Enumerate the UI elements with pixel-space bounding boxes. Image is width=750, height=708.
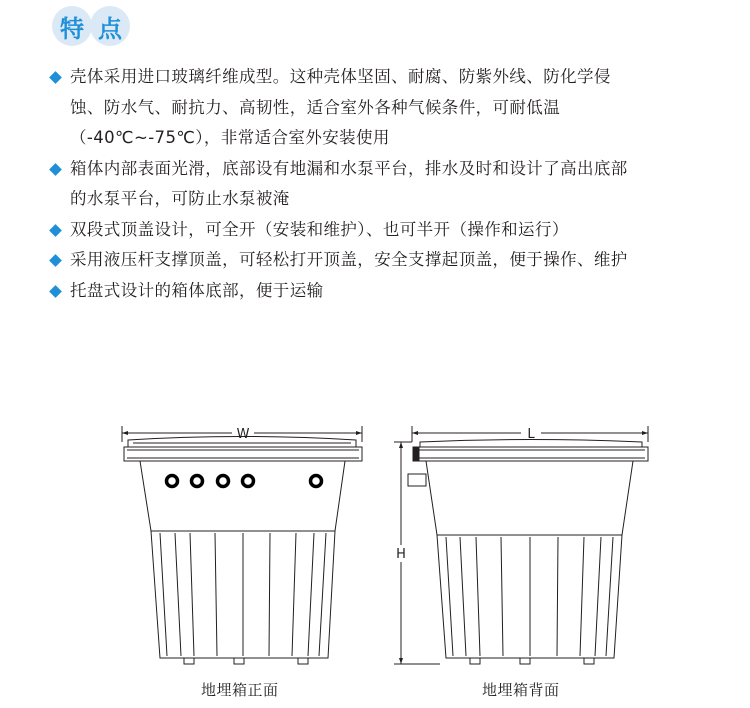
back-lid	[413, 440, 648, 462]
feature-list	[48, 62, 688, 306]
feature-text: 双段式顶盖设计，可全开（安装和维护）、也可半开（操作和运行）	[70, 219, 569, 239]
diamond-bullet-icon	[49, 163, 62, 176]
cable-hole-3	[218, 476, 229, 487]
front-view-drawing	[122, 426, 362, 664]
cable-holes	[167, 476, 322, 487]
back-body	[426, 461, 633, 664]
feature-item	[48, 215, 640, 246]
height-label: H	[396, 547, 406, 562]
technical-drawing	[0, 400, 750, 708]
length-label: L	[527, 427, 535, 442]
diamond-bullet-icon	[49, 71, 62, 84]
cable-hole-5	[311, 476, 322, 487]
diamond-bullet-icon	[49, 254, 62, 267]
back-view-caption: 地埋箱背面	[482, 681, 560, 699]
cable-hole-2	[192, 476, 203, 487]
feature-text: 箱体内部表面光滑，底部设有地漏和水泵平台，排水及时和设计了高出底部的水泵平台，可防止水泵被淹	[70, 158, 628, 208]
section-heading	[52, 6, 128, 46]
front-view-caption: 地埋箱正面	[201, 681, 279, 699]
feature-text: 托盘式设计的箱体底部，便于运输	[70, 280, 324, 300]
feature-item	[48, 154, 640, 215]
width-dimension	[122, 426, 362, 442]
height-dimension	[394, 442, 440, 664]
feature-text: 壳体采用进口玻璃纤维成型。这种壳体坚固、耐腐、防紫外线、防化学侵蚀、防水气、耐抗力、高韧性，适合室外各种气候条件，可耐低温（-40℃~-75℃），非常适合室外安装使用	[70, 67, 611, 147]
width-label: W	[236, 427, 250, 442]
back-view-drawing	[394, 426, 648, 664]
cable-hole-1	[167, 476, 178, 487]
feature-item	[48, 276, 640, 307]
diamond-bullet-icon	[49, 285, 62, 298]
feature-text: 采用液压杆支撑顶盖，可轻松打开顶盖，安全支撑起顶盖，便于操作、维护	[70, 250, 628, 269]
diamond-bullet-icon	[49, 224, 62, 237]
heading-char-1: 特	[52, 6, 92, 46]
feature-item	[48, 62, 640, 154]
feature-item	[48, 245, 640, 276]
cable-hole-4	[243, 476, 254, 487]
front-body	[140, 461, 345, 664]
heading-char-2: 点	[90, 6, 130, 46]
side-bracket	[408, 474, 426, 486]
